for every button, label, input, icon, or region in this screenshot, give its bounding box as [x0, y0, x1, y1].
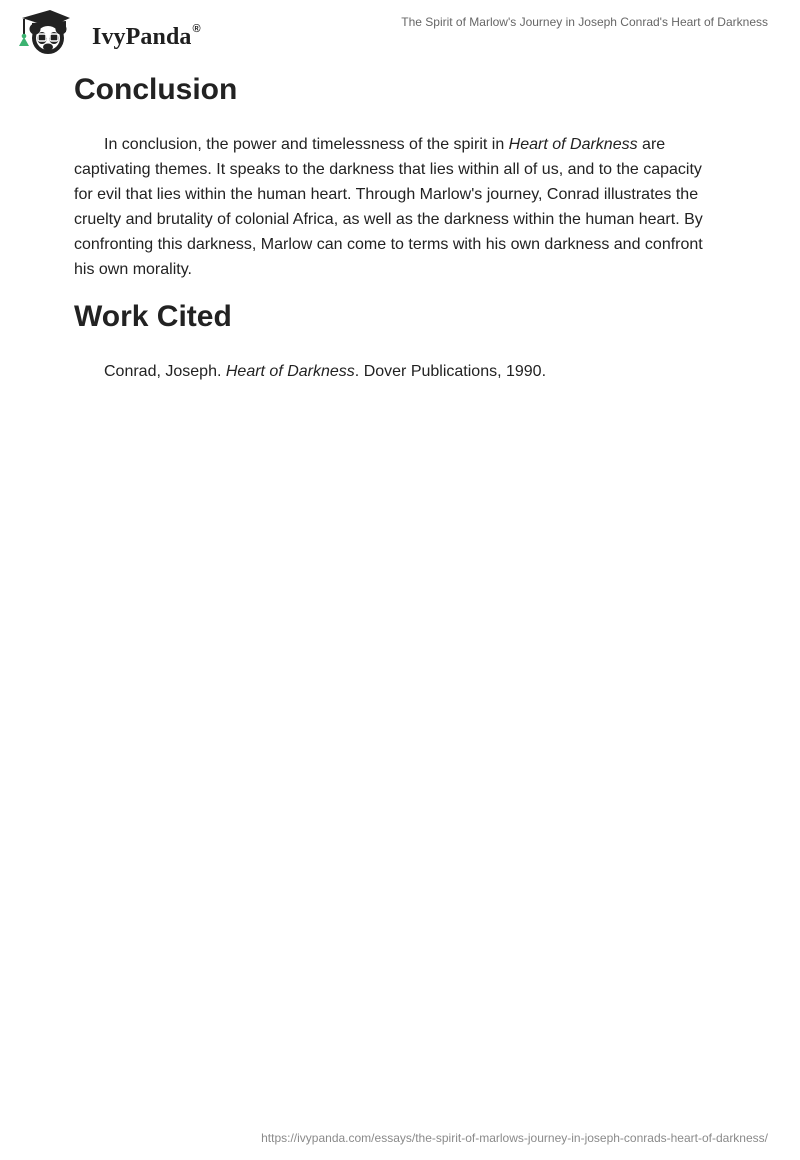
- citation-publisher: . Dover Publications, 1990.: [354, 363, 547, 380]
- brand-name: [92, 24, 201, 51]
- source-url[interactable]: https://ivypanda.com/essays/the-spirit-of-marlows-journey-in-joseph-conrads-heart-of-darkness/: [261, 1131, 768, 1145]
- work-cited-heading: Work Cited: [74, 300, 232, 333]
- conclusion-paragraph: [74, 132, 720, 282]
- document-title: The Spirit of Marlow's Journey in Joseph Conrad's Heart of Darkness: [401, 15, 768, 29]
- work-cited-entry: [104, 359, 720, 384]
- conclusion-heading: Conclusion: [74, 73, 238, 106]
- citation-title: Heart of Darkness: [225, 363, 355, 380]
- brand-name-text: IvyPanda: [92, 24, 192, 50]
- page-header: [0, 0, 800, 62]
- panda-graduate-logo-icon: [14, 7, 76, 57]
- citation-author: Conrad, Joseph.: [104, 363, 226, 380]
- registered-mark: ®: [192, 23, 201, 35]
- conclusion-text-after-title: are captivating themes. It speaks to the darkness that lies within all of us, and to the capacity for evil that lies within the human heart. Through Marlow's journey, Conrad illustrates the cruelty and brutality of colonial Africa, as well as the darkness within the human heart. By confronting this darkness, Marlow can come to terms with his own darkness and confront his own morality.: [74, 136, 703, 278]
- conclusion-text-before-title: In conclusion, the power and timelessness of the spirit in: [104, 136, 509, 153]
- conclusion-book-title: Heart of Darkness: [508, 136, 638, 153]
- brand-logo[interactable]: [14, 7, 201, 57]
